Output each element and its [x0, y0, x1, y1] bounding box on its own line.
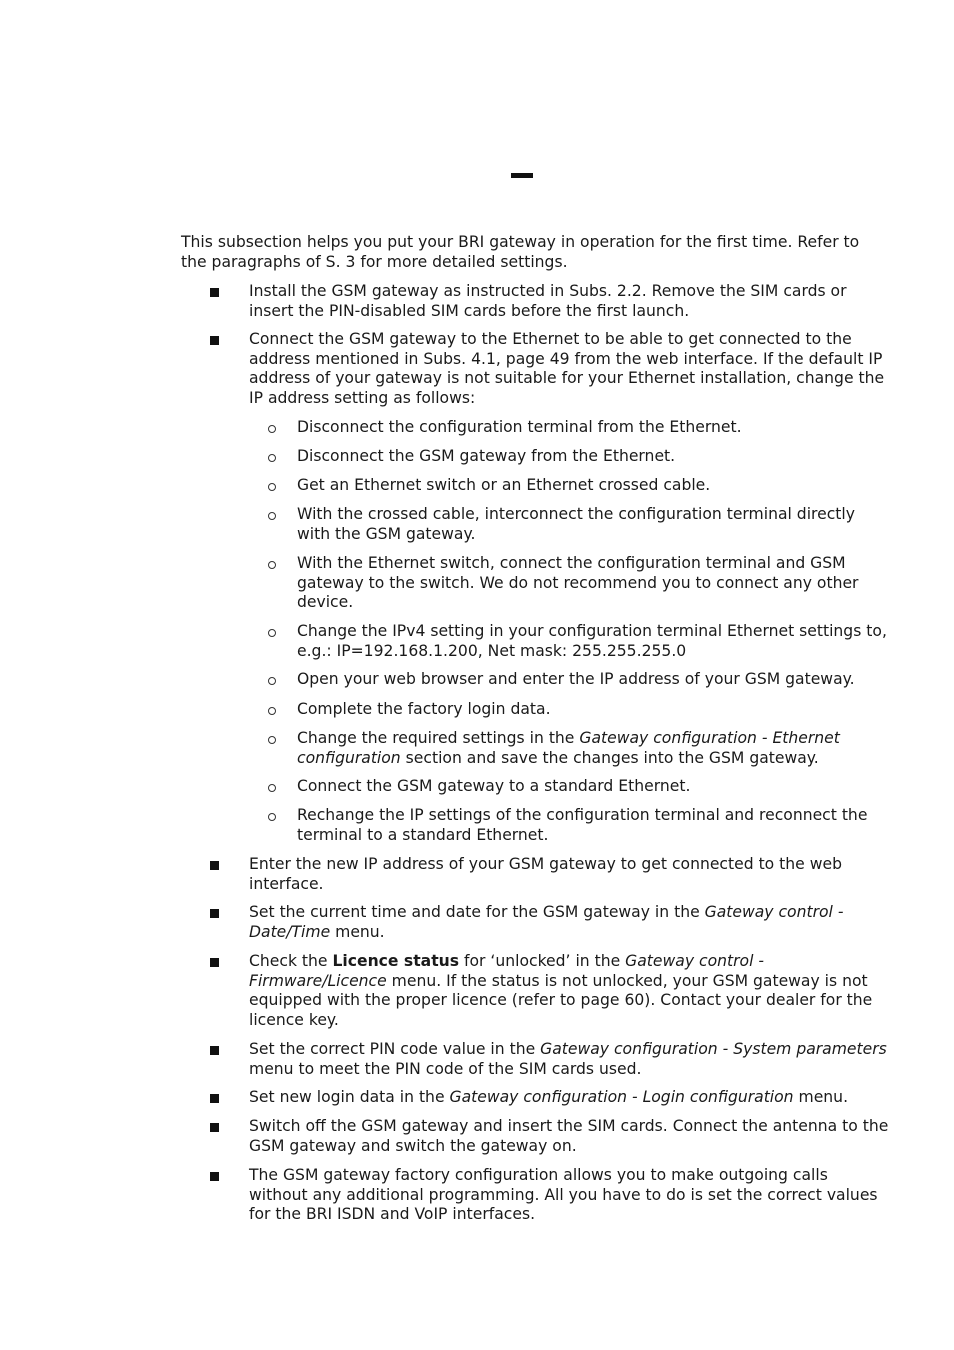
intro-paragraph: This subsection helps you put your BRI gateway in operation for the first time. Refer to the paragraphs of S. 3 for more detailed settings.	[181, 233, 860, 271]
square-bullet-icon	[210, 1172, 219, 1181]
text-segment: Check the	[249, 952, 333, 970]
square-bullet-icon	[210, 909, 219, 918]
sub-list-item: With the Ethernet switch, connect the configuration terminal and GSM gateway to the switch. We do not recommend you to connect any other device.	[297, 554, 859, 612]
sub-list-item: Rechange the IP settings of the configuration terminal and reconnect the terminal to a standard Ethernet.	[297, 806, 868, 844]
sub-list-item: Open your web browser and enter the IP address of your GSM gateway.	[297, 670, 855, 688]
text-segment: section and save the changes into the GSM gateway.	[400, 748, 819, 767]
text-segment: menu. If the status is not unlocked, your GSM gateway is not equipped with the proper licence (refer to page 60). Contact your dealer for the licence key.	[249, 971, 873, 1029]
list-item: Connect the GSM gateway to the Ethernet to be able to get connected to the address mentioned in Subs. 4.1, page 49 from the web interface. If the default IP address of your gateway is not suitable for your Ethernet installation, change the IP address setting as follows:	[249, 330, 885, 407]
circle-bullet-icon	[268, 561, 276, 569]
list-item	[249, 903, 889, 942]
text-segment: menu to meet the PIN code of the SIM cards used.	[249, 1059, 642, 1078]
square-bullet-icon	[210, 336, 219, 345]
menu-path: Gateway control - Firmware/Licence	[249, 952, 764, 990]
sub-list-item: Change the IPv4 setting in your configuration terminal Ethernet settings to, e.g.: IP=192.168.1.200, Net mask: 255.255.255.0	[297, 622, 887, 660]
licence-status-term: Licence status	[332, 952, 460, 970]
square-bullet-icon	[210, 861, 219, 870]
circle-bullet-icon	[268, 707, 276, 715]
square-bullet-icon	[210, 288, 219, 297]
circle-bullet-icon	[268, 483, 276, 491]
sub-list-item: Complete the factory login data.	[297, 700, 551, 718]
menu-path: Gateway configuration - Ethernet configuration	[297, 729, 840, 767]
menu-path: Gateway configuration - Login configuration	[449, 1088, 794, 1106]
text-segment: for ‘unlocked’ in the	[459, 952, 626, 970]
list-item: Enter the new IP address of your GSM gateway to get connected to the web interface.	[249, 855, 842, 893]
circle-bullet-icon	[268, 677, 276, 685]
text-segment: Set the correct PIN code value in the	[249, 1040, 541, 1058]
text-segment: Change the required settings in the	[297, 729, 580, 747]
circle-bullet-icon	[268, 454, 276, 462]
list-item: Install the GSM gateway as instructed in Subs. 2.2. Remove the SIM cards or insert the PIN-disabled SIM cards before the first launch.	[249, 282, 847, 320]
list-item	[249, 1040, 889, 1079]
menu-path: Gateway control - Date/Time	[249, 903, 844, 941]
menu-path: Gateway configuration - System parameters	[540, 1040, 887, 1058]
text-segment: menu.	[330, 922, 385, 941]
square-bullet-icon	[210, 958, 219, 967]
list-item	[249, 1088, 889, 1108]
text-segment: Set the current time and date for the GSM gateway in the	[249, 903, 705, 921]
sub-list-item: Connect the GSM gateway to a standard Ethernet.	[297, 777, 691, 795]
circle-bullet-icon	[268, 736, 276, 744]
sub-list-item: Disconnect the configuration terminal from the Ethernet.	[297, 418, 742, 436]
square-bullet-icon	[210, 1046, 219, 1055]
circle-bullet-icon	[268, 784, 276, 792]
circle-bullet-icon	[268, 512, 276, 520]
text-segment: Set new login data in the	[249, 1088, 450, 1106]
circle-bullet-icon	[268, 813, 276, 821]
circle-bullet-icon	[268, 425, 276, 433]
list-item	[249, 952, 889, 1030]
sub-list-item	[297, 729, 889, 768]
sub-list-item: Disconnect the GSM gateway from the Ethernet.	[297, 447, 676, 465]
list-item: The GSM gateway factory configuration allows you to make outgoing calls without any additional programming. All you have to do is set the correct values for the BRI ISDN and VoIP interfaces.	[249, 1166, 878, 1224]
sub-list-item: Get an Ethernet switch or an Ethernet crossed cable.	[297, 476, 711, 494]
square-bullet-icon	[210, 1094, 219, 1103]
circle-bullet-icon	[268, 629, 276, 637]
square-bullet-icon	[210, 1123, 219, 1132]
sub-list-item: With the crossed cable, interconnect the configuration terminal directly with the GSM gateway.	[297, 505, 855, 543]
list-item: Switch off the GSM gateway and insert the SIM cards. Connect the antenna to the GSM gateway and switch the gateway on.	[249, 1117, 889, 1155]
text-segment: menu.	[793, 1088, 849, 1106]
heading-dash	[511, 173, 533, 178]
